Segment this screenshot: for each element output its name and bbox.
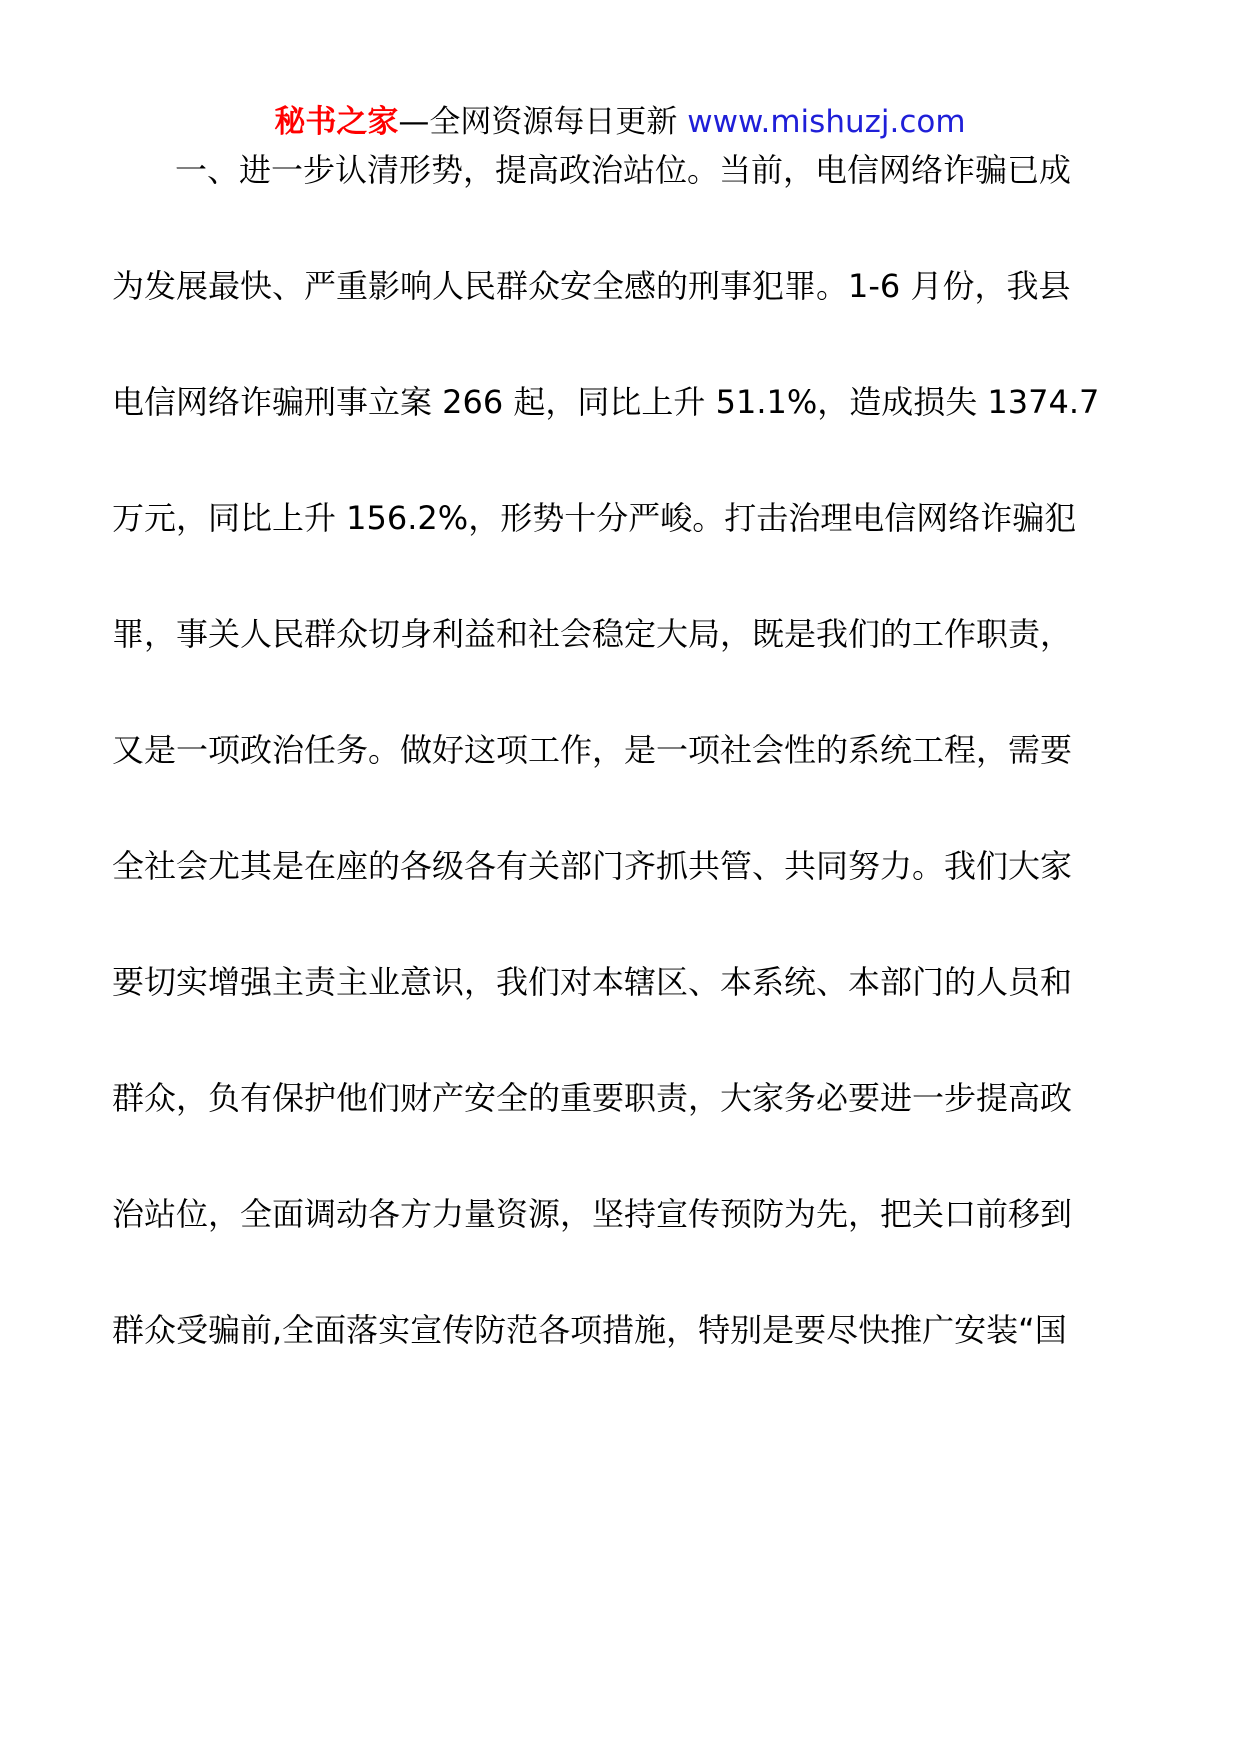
paragraph-line: 电信网络诈骗刑事立案 266 起，同比上升 51.1%，造成损失 1374.7 bbox=[112, 383, 1100, 421]
paragraph-line: 万元，同比上升 156.2%，形势十分严峻。打击治理电信网络诈骗犯 bbox=[112, 499, 1077, 537]
paragraph-line: 全社会尤其是在座的各级各有关部门齐抓共管、共同努力。我们大家 bbox=[112, 847, 1073, 885]
header-tagline: —全网资源每日更新 bbox=[398, 104, 688, 140]
paragraph-line: 治站位，全面调动各方力量资源，坚持宣传预防为先，把关口前移到 bbox=[112, 1195, 1073, 1233]
paragraph-line: 要切实增强主责主业意识，我们对本辖区、本系统、本部门的人员和 bbox=[112, 963, 1073, 1001]
paragraph-line: 一、进一步认清形势，提高政治站位。当前，电信网络诈骗已成 bbox=[175, 151, 1072, 189]
paragraph-line: 群众，负有保护他们财产安全的重要职责，大家务必要进一步提高政 bbox=[112, 1079, 1073, 1117]
paragraph-line: 又是一项政治任务。做好这项工作，是一项社会性的系统工程，需要 bbox=[112, 731, 1073, 769]
site-url-link[interactable]: www.mishuzj.com bbox=[687, 104, 966, 140]
page-header bbox=[0, 102, 1240, 142]
paragraph-line: 为发展最快、严重影响人民群众安全感的刑事犯罪。1-6 月份，我县 bbox=[112, 267, 1071, 305]
paragraph-line: 罪，事关人民群众切身利益和社会稳定大局，既是我们的工作职责， bbox=[112, 615, 1073, 653]
paragraph-line: 群众受骗前,全面落实宣传防范各项措施，特别是要尽快推广安装“国 bbox=[112, 1311, 1067, 1349]
brand-name: 秘书之家 bbox=[274, 104, 399, 140]
